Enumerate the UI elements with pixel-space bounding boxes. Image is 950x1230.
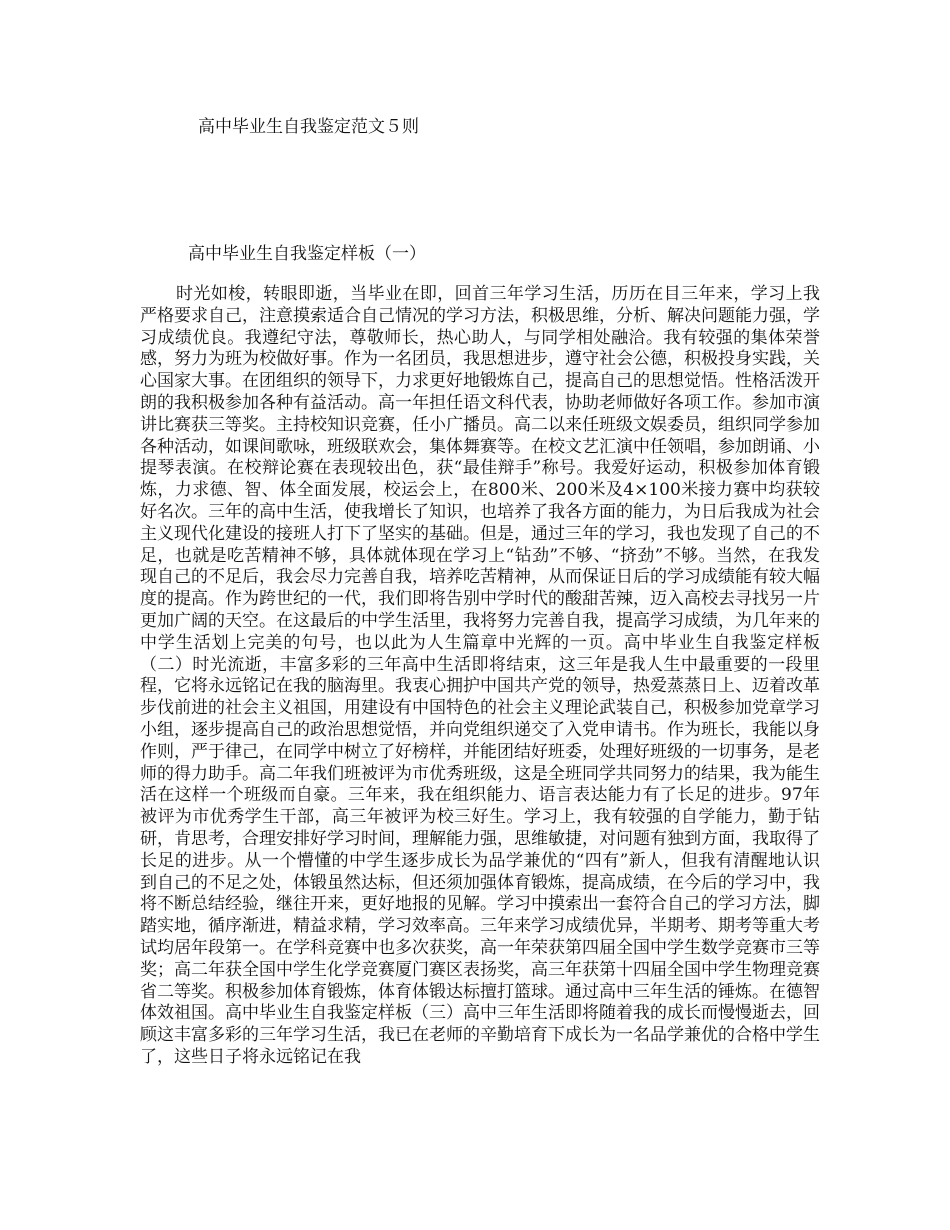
document-title: 高中毕业生自我鉴定范文５则 — [198, 117, 419, 137]
body-paragraph: 时光如梭，转眼即逝，当毕业在即，回首三年学习生活，历历在目三年来，学习上我严格要求自己，注意摸索适合自己情况的学习方法，积极思维，分析、解决问题能力强，学习成绩优良。我遵纪守法，尊敬师长，热心助人，与同学相处融洽。我有较强的集体荣誉感，努力为班为校做好事。作为一名团员，我思想进步，遵守社会公德，积极投身实践，关心国家大事。在团组织的领导下，力求更好地锻炼自己，提高自己的思想觉悟。性格活泼开朗的我积极参加各种有益活动。高一年担任语文科代表，协助老师做好各项工作。参加市演讲比赛获三等奖。主持校知识竞赛，任小广播员。高二以来任班级文娱委员，组织同学参加各种活动，如课间歌咏，班级联欢会，集体舞赛等。在校文艺汇演中任领唱，参加朗诵、小提琴表演。在校辩论赛在表现较出色，获“最佳辩手”称号。我爱好运动，积极参加体育锻炼，力求德、智、体全面发展，校运会上，在800米、200米及4×100米接力赛中均获较好名次。三年的高中生活，使我增长了知识，也培养了我各方面的能力，为日后我成为社会主义现代化建设的接班人打下了坚实的基础。但是，通过三年的学习，我也发现了自己的不足，也就是吃苦精神不够，具体就体现在学习上“钻劲”不够、“挤劲”不够。当然，在我发现自己的不足后，我会尽力完善自我，培养吃苦精神，从而保证日后的学习成绩能有较大幅度的提高。作为跨世纪的一代，我们即将告别中学时代的酸甜苦辣，迈入高校去寻找另一片更加广阔的天空。在这最后的中学生活里，我将努力完善自我，提高学习成绩，为几年来的中学生活划上完美的句号，也以此为人生篇章中光辉的一页。高中毕业生自我鉴定样板（二）时光流逝，丰富多彩的三年高中生活即将结束，这三年是我人生中最重要的一段里程，它将永远铭记在我的脑海里。我衷心拥护中国共产党的领导，热爱蒸蒸日上、迈着改革步伐前进的社会主义祖国，用建设有中国特色的社会主义理论武装自己，积极参加党章学习小组，逐步提高自己的政治思想觉悟，并向党组织递交了入党申请书。作为班长，我能以身作则，严于律己，在同学中树立了好榜样，并能团结好班委，处理好班级的一切事务，是老师的得力助手。高二年我们班被评为市优秀班级，这是全班同学共同努力的结果，我为能生活在这样一个班级而自豪。三年来，我在组织能力、语言表达能力有了长足的进步。97年被评为市优秀学生干部，高三年被评为校三好生。学习上，我有较强的自学能力，勤于钻研，肯思考，合理安排好学习时间，理解能力强，思维敏捷，对问题有独到方面，我取得了长足的进步。从一个懵懂的中学生逐步成长为品学兼优的“四有”新人，但我有清醒地认识到自己的不足之处，体锻虽然达标，但还须加强体育锻炼，提高成绩，在今后的学习中，我将不断总结经验，继往开来，更好地报的见解。学习中摸索出一套符合自己的学习方法，脚踏实地，循序渐进，精益求精，学习效率高。三年来学习成绩优异，半期考、期考等重大考试均居年段第一。在学科竞赛中也多次获奖，高一年荣获第四届全国中学生数学竞赛市三等奖；高二年获全国中学生化学竞赛厦门赛区表扬奖，高三年获第十四届全国中学生物理竞赛省二等奖。积极参加体育锻炼，体育体锻达标擅打篮球。通过高中三年生活的锤炼。在德智体效祖国。高中毕业生自我鉴定样板（三）高中三年生活即将随着我的成长而慢慢逝去，回顾这丰富多彩的三年学习生活，我已在老师的辛勤培育下成长为一名品学兼优的合格中学生了，这些日子将永远铭记在我 — [140, 284, 820, 1067]
section-heading: 高中毕业生自我鉴定样板（一） — [188, 244, 426, 264]
